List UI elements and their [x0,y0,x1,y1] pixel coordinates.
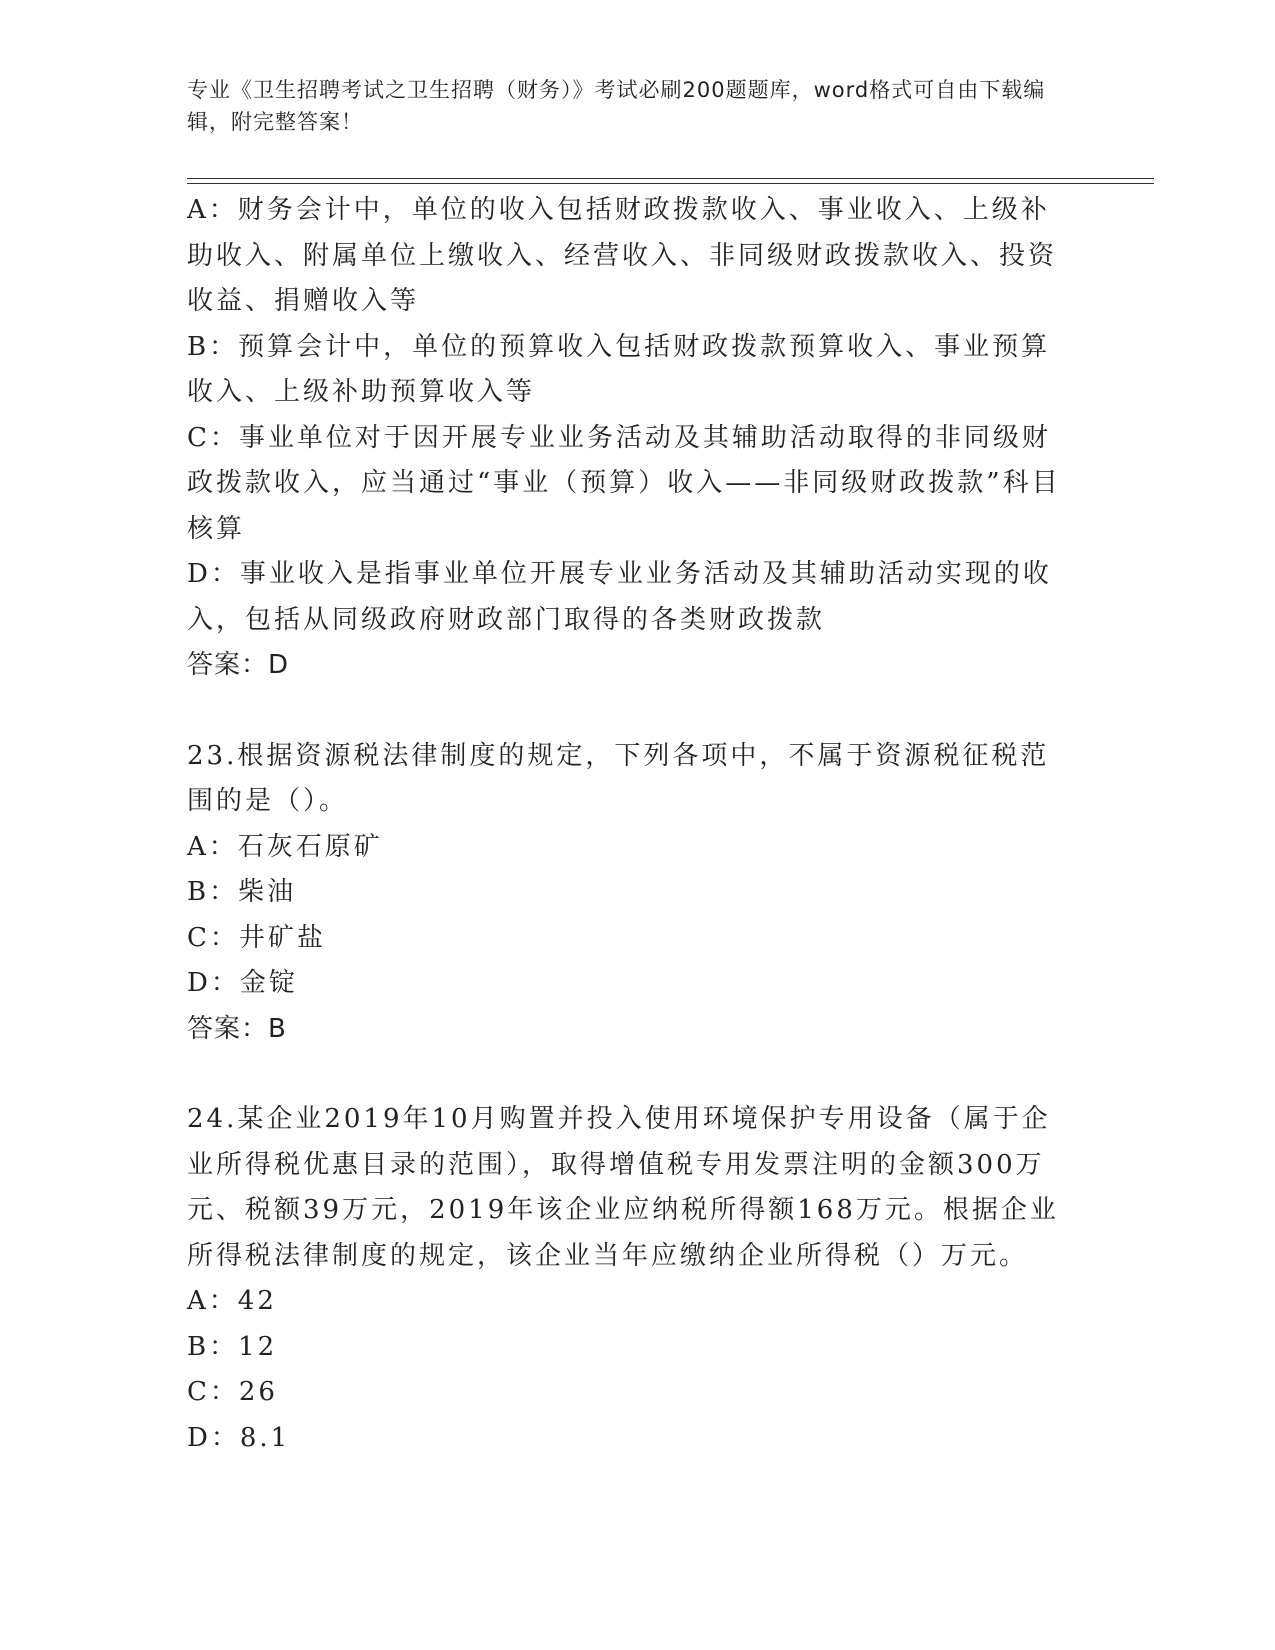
header-rule-bottom [187,183,1154,184]
question-content [187,188,1077,1461]
prev-option-c: C：事业单位对于因开展专业业务活动及其辅助活动取得的非同级财政拨款收入，应当通过“事业（预算）收入——非同级财政拨款”科目核算 [187,422,1061,544]
prev-answer: 答案：D [187,650,290,680]
prev-option-b: B：预算会计中，单位的预算收入包括财政拨款预算收入、事业预算收入、上级补助预算收入等 [187,331,1051,407]
q23-option-d: D：金锭 [187,968,298,998]
q23-option-b: B：柴油 [187,877,297,907]
q24-option-d: D：8.1 [187,1422,291,1453]
prev-option-a: A：财务会计中，单位的收入包括财政拨款收入、事业收入、上级补助收入、附属单位上缴收入、经营收入、非同级财政拨款收入、投资收益、捐赠收入等 [187,195,1058,316]
header-rule-top [187,178,1154,179]
document-header: 专业《卫生招聘考试之卫生招聘（财务）》考试必刷200题题库，word格式可自由下载编辑，附完整答案！ [187,78,1046,134]
spacer [187,689,1077,734]
q23-answer: 答案：B [187,1013,287,1044]
q24-option-c: C：26 [187,1377,278,1407]
prev-option-d: D：事业收入是指事业单位开展专业业务活动及其辅助活动实现的收入，包括从同级政府财政部门取得的各类财政拨款 [187,559,1052,635]
q23-option-a: A：石灰石原矿 [187,831,383,862]
spacer [187,1052,1077,1097]
q23-option-c: C：井矿盐 [187,922,326,953]
q24-option-b: B：12 [187,1331,278,1362]
q23-stem: 23.根据资源税法律制度的规定，下列各项中，不属于资源税征税范围的是（）。 [187,740,1050,816]
q24-option-a: A：42 [187,1286,277,1316]
q24-stem: 24.某企业2019年10月购置并投入使用环境保护专用设备（属于企业所得税优惠目录的范围），取得增值税专用发票注明的金额300万元、税额39万元，2019年该企业应纳税所得额168万元。根据企业所得税法律制度的规定，该企业当年应缴纳企业所得税（）万元。 [187,1104,1059,1271]
